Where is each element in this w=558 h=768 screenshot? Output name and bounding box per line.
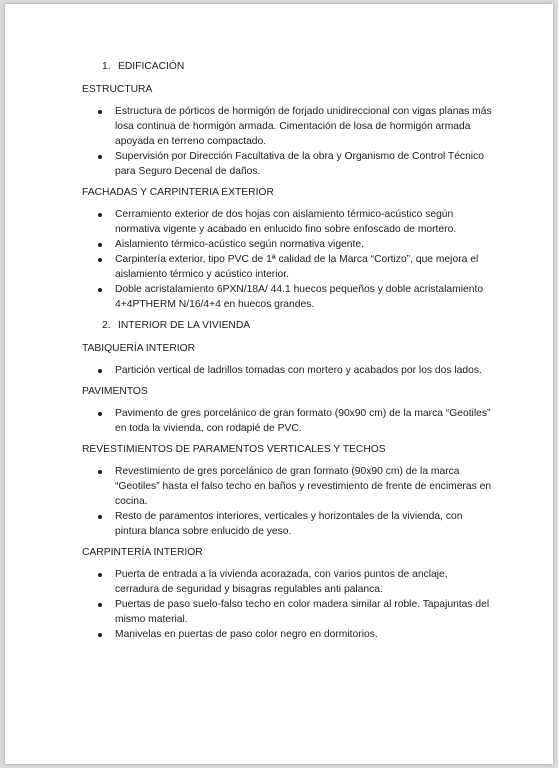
list-item: Manivelas en puertas de paso color negro en dormitorios.	[115, 627, 492, 642]
list-item: Resto de paramentos interiores, verticales y horizontales de la vivienda, con pintura blanca sobre enlucido de yeso.	[115, 509, 492, 539]
section-heading-interior: 2. INTERIOR DE LA VIVIENDA	[102, 320, 251, 331]
subheading-pavimentos: PAVIMENTOS	[82, 386, 148, 397]
list-item: Revestimiento de gres porcelánico de gran formato (90x90 cm) de la marca “Geotiles” hasta el falso techo en baños y revestimiento de frente de encimeras en cocina.	[115, 466, 492, 507]
section-heading-edificacion: 1. EDIFICACIÓN	[102, 61, 185, 72]
list-item: Pavimento de gres porcelánico de gran formato (90x90 cm) de la marca “Geotiles” en toda la vivienda, con rodapié de PVC.	[115, 408, 491, 434]
list-item: Partición vertical de ladrillos tomadas con mortero y acabados por los dos lados.	[115, 363, 492, 378]
list-tabiqueria	[82, 363, 492, 378]
list-item: Supervisión por Dirección Facultativa de la obra y Organismo de Control Técnico para Seguro Decenal de daños.	[115, 149, 492, 179]
list-item: Carpintería exterior, tipo PVC de 1ª calidad de la Marca “Cortizo”, que mejora el aislamiento térmico y acústico interior.	[115, 252, 492, 282]
list-item: Aislamiento térmico-acústico según normativa vigente.	[115, 237, 492, 252]
list-revestimientos	[82, 464, 492, 539]
subheading-carpinteria-interior: CARPINTERÍA INTERIOR	[82, 547, 203, 558]
subheading-estructura: ESTRUCTURA	[82, 84, 153, 95]
list-item: Doble acristalamiento 6PXN/18A/ 44.1 huecos pequeños y doble acristalamiento 4+4PTHERM N/16/4+4 en huecos grandes.	[115, 282, 492, 312]
list-item: Puerta de entrada a la vivienda acorazada, con varios puntos de anclaje, cerradura de seguridad y bisagras regulables anti palanca.	[115, 567, 492, 597]
document-content	[82, 57, 492, 648]
list-estructura	[82, 104, 492, 179]
list-item: Estructura de pórticos de hormigón de forjado unidireccional con vigas planas más losa continua de hormigón armada. Cimentación de losa de hormigón armada apoyada en terreno compactado.	[115, 106, 492, 147]
list-item: Puertas de paso suelo-falso techo en color madera similar al roble. Tapajuntas del mismo material.	[115, 597, 492, 627]
subheading-fachadas: FACHADAS Y CARPINTERIA EXTERIOR	[82, 187, 274, 198]
list-pavimentos	[82, 406, 492, 436]
list-item: Cerramiento exterior de dos hojas con aislamiento térmico-acústico según normativa vigente y acabado en enlucido fino sobre enfoscado de mortero.	[115, 207, 492, 237]
subheading-tabiqueria: TABIQUERÍA INTERIOR	[82, 343, 196, 354]
document-page	[5, 4, 553, 764]
list-carpinteria-interior	[82, 567, 492, 642]
list-fachadas	[82, 207, 492, 312]
subheading-revestimientos: REVESTIMIENTOS DE PARAMENTOS VERTICALES Y TECHOS	[82, 444, 386, 455]
